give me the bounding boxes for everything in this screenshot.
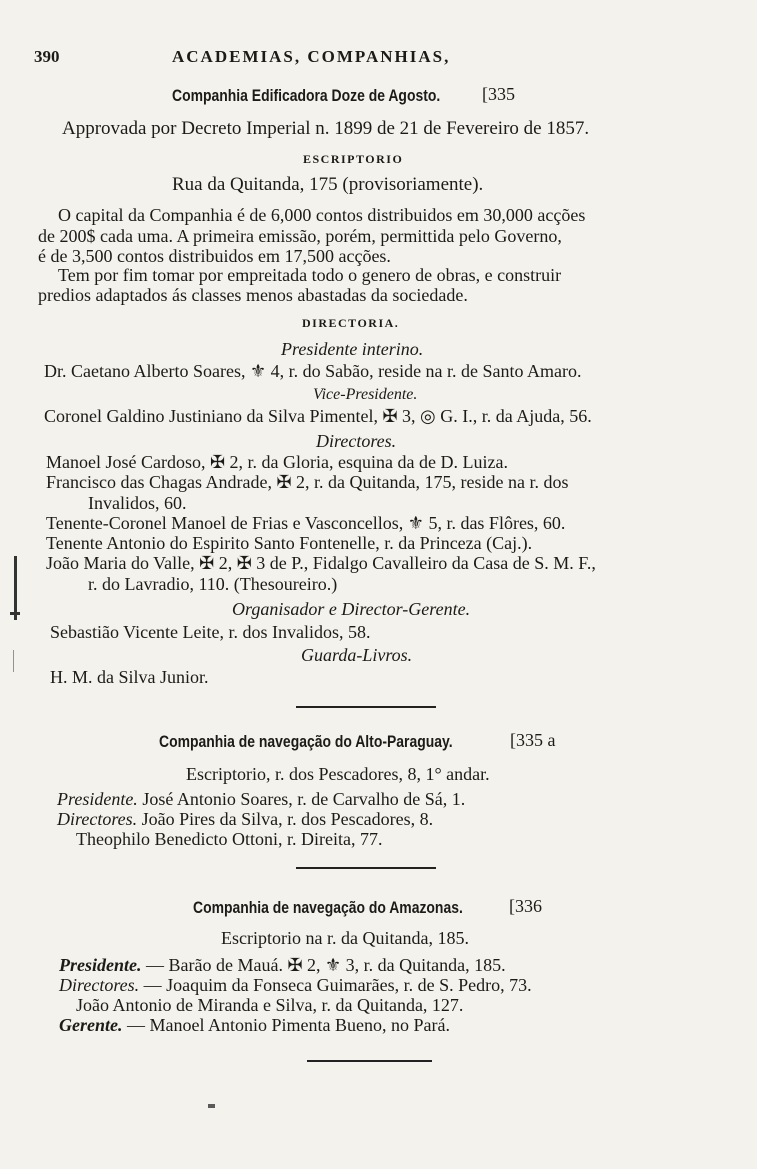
company2-president-line [57, 790, 465, 808]
company2-title: Companhia de navegação do Alto-Paraguay. [159, 732, 453, 751]
company3-director: João Antonio de Miranda e Silva, r. da Quitanda, 127. [76, 995, 464, 1015]
company1-vice-heading: Vice-Presidente. [313, 386, 418, 403]
company1-address: Rua da Quitanda, 175 (provisoriamente). [172, 174, 484, 195]
company2-president: José Antonio Soares, r. de Carvalho de Sá, 1. [142, 789, 466, 809]
running-title: ACADEMIAS, COMPANHIAS, [172, 47, 451, 66]
company1-bookkeeper-heading: Guarda-Livros. [301, 645, 413, 665]
company3-director: — Joaquim da Fonseca Guimarães, r. de S. Pedro, 73. [143, 975, 532, 995]
company3-ref: [336 [509, 896, 542, 916]
company1-director-line: Tenente Antonio do Espirito Santo Fontenelle, r. da Princeza (Caj.). [46, 533, 533, 553]
company3-office: Escriptorio na r. da Quitanda, 185. [221, 928, 469, 948]
company1-paragraph-line: de 200$ cada uma. A primeira emissão, porém, permittida pelo Governo, [38, 226, 562, 246]
company1-title: Companhia Edificadora Doze de Agosto. [172, 86, 441, 105]
company3-directors-line [59, 976, 532, 994]
company1-director-line: r. do Lavradio, 110. (Thesoureiro.) [88, 574, 338, 594]
margin-scan-mark [10, 612, 20, 615]
company1-organiser: Sebastião Vicente Leite, r. dos Invalidos, 58. [50, 622, 371, 642]
company2-ref: [335 a [510, 730, 556, 750]
margin-scan-mark [14, 556, 17, 620]
company1-bookkeeper: H. M. da Silva Junior. [50, 667, 209, 687]
company1-approval: Approvada por Decreto Imperial n. 1899 de 21 de Fevereiro de 1857. [62, 118, 590, 139]
company1-director-line: Invalidos, 60. [88, 493, 187, 513]
company1-directory-heading: DIRECTORIA. [302, 316, 400, 330]
section-divider [296, 867, 436, 869]
company3-president: — Barão de Mauá. ✠ 2, ⚜ 3, r. da Quitanda, 185. [146, 955, 506, 975]
company2-director: Theophilo Benedicto Ottoni, r. Direita, 77. [76, 829, 383, 849]
company1-paragraph-line: é de 3,500 contos distribuidos em 17,500 acções. [38, 246, 391, 266]
company1-president-heading: Presidente interino. [281, 339, 424, 359]
company2-office: Escriptorio, r. dos Pescadores, 8, 1° andar. [186, 764, 490, 784]
page-number: 390 [34, 47, 60, 66]
company3-manager-line [59, 1016, 450, 1034]
company1-director-line: Francisco das Chagas Andrade, ✠ 2, r. da Quitanda, 175, reside na r. dos [46, 472, 569, 492]
company1-directors-heading: Directores. [316, 431, 397, 451]
company3-manager-label: Gerente. [59, 1015, 123, 1035]
company1-vice: Coronel Galdino Justiniano da Silva Pimentel, ✠ 3, ◎ G. I., r. da Ajuda, 56. [44, 406, 592, 426]
company3-president-label: Presidente. [59, 955, 142, 975]
company2-director: João Pires da Silva, r. dos Pescadores, 8. [141, 809, 434, 829]
section-divider [307, 1060, 432, 1062]
company3-title: Companhia de navegação do Amazonas. [193, 898, 463, 917]
company1-director-line: Manoel José Cardoso, ✠ 2, r. da Gloria, esquina da de D. Luiza. [46, 452, 508, 472]
company1-president: Dr. Caetano Alberto Soares, ⚜ 4, r. do Sabão, reside na r. de Santo Amaro. [44, 361, 582, 381]
company1-office-heading: ESCRIPTORIO [303, 152, 404, 166]
company2-directors-label: Directores. [57, 809, 138, 829]
company1-ref: [335 [482, 84, 515, 104]
company3-manager: — Manoel Antonio Pimenta Bueno, no Pará. [126, 1015, 450, 1035]
company3-president-line [59, 956, 506, 974]
company1-paragraph-line: predios adaptados ás classes menos abastadas da sociedade. [38, 285, 468, 305]
company2-president-label: Presidente. [57, 789, 138, 809]
company1-organiser-heading: Organisador e Director-Gerente. [232, 599, 471, 619]
company2-directors-line [57, 810, 433, 828]
company1-director-line: João Maria do Valle, ✠ 2, ✠ 3 de P., Fidalgo Cavalleiro da Casa de S. M. F., [46, 553, 596, 573]
section-divider [296, 706, 436, 708]
company1-paragraph-line: Tem por fim tomar por empreitada todo o genero de obras, e construir [58, 265, 562, 285]
company3-directors-label: Directores. [59, 975, 140, 995]
company1-director-line: Tenente-Coronel Manoel de Frias e Vasconcellos, ⚜ 5, r. das Flôres, 60. [46, 513, 566, 533]
company1-paragraph-line: O capital da Companhia é de 6,000 contos distribuidos em 30,000 acções [58, 205, 586, 225]
stray-ink-mark [208, 1104, 215, 1108]
margin-scan-mark [13, 650, 14, 672]
